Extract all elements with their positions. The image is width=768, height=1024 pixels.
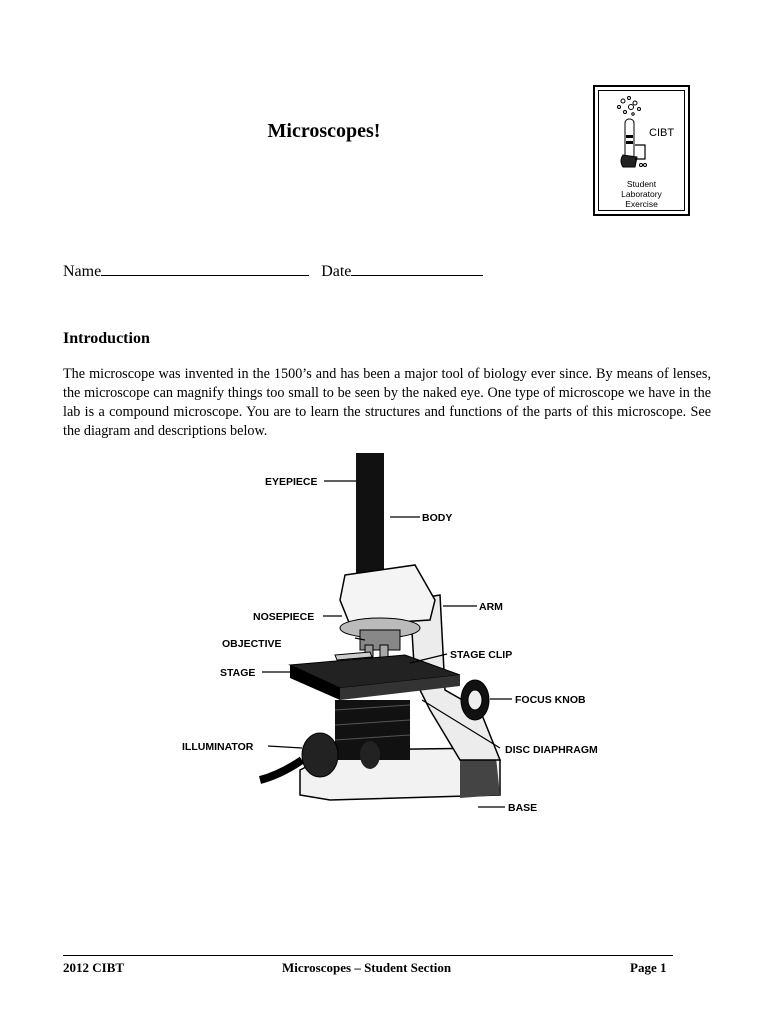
intro-heading: Introduction [63,330,150,347]
name-label: Name [63,263,102,280]
label-illuminator: ILLUMINATOR [182,741,254,753]
label-body: BODY [422,512,453,524]
footer-left: 2012 CIBT [63,960,125,975]
logo-caption-line: Student [626,179,657,189]
footer-divider [63,955,673,956]
label-focus-knob: FOCUS KNOB [515,694,586,706]
name-date-fields [63,261,491,281]
test-tube-hand-icon [611,95,651,175]
logo-caption-line: Laboratory [621,189,662,199]
label-arm: ARM [479,601,503,613]
label-stage: STAGE [220,667,256,679]
page-title: Microscopes! [267,120,381,142]
label-objective: OBJECTIVE [222,638,282,650]
label-eyepiece: EYEPIECE [265,476,318,488]
microscope-diagram [160,450,620,850]
cibt-logo [593,85,690,216]
label-stage-clip: STAGE CLIP [450,649,513,661]
label-base: BASE [508,802,538,814]
label-disc-diaphragm: DISC DIAPHRAGM [505,744,598,756]
logo-caption [599,179,684,209]
logo-caption-line: Exercise [625,199,658,209]
intro-paragraph: The microscope was invented in the 1500’s and has been a major tool of biology ever since. By means of lenses, the microscope can magnify things too small to be seen by the naked eye. One type of microscope we have in the lab is a compound microscope. You are to learn the structures and functions of the parts of this microscope. See the diagram and descriptions below. [63,366,711,439]
logo-brand: CIBT [649,127,675,139]
footer-center: Microscopes – Student Section [282,960,452,975]
name-field[interactable] [101,261,309,276]
date-label: Date [321,263,352,280]
footer-page-number: Page 1 [630,960,667,975]
date-field[interactable] [351,261,483,276]
label-nosepiece: NOSEPIECE [253,611,315,623]
